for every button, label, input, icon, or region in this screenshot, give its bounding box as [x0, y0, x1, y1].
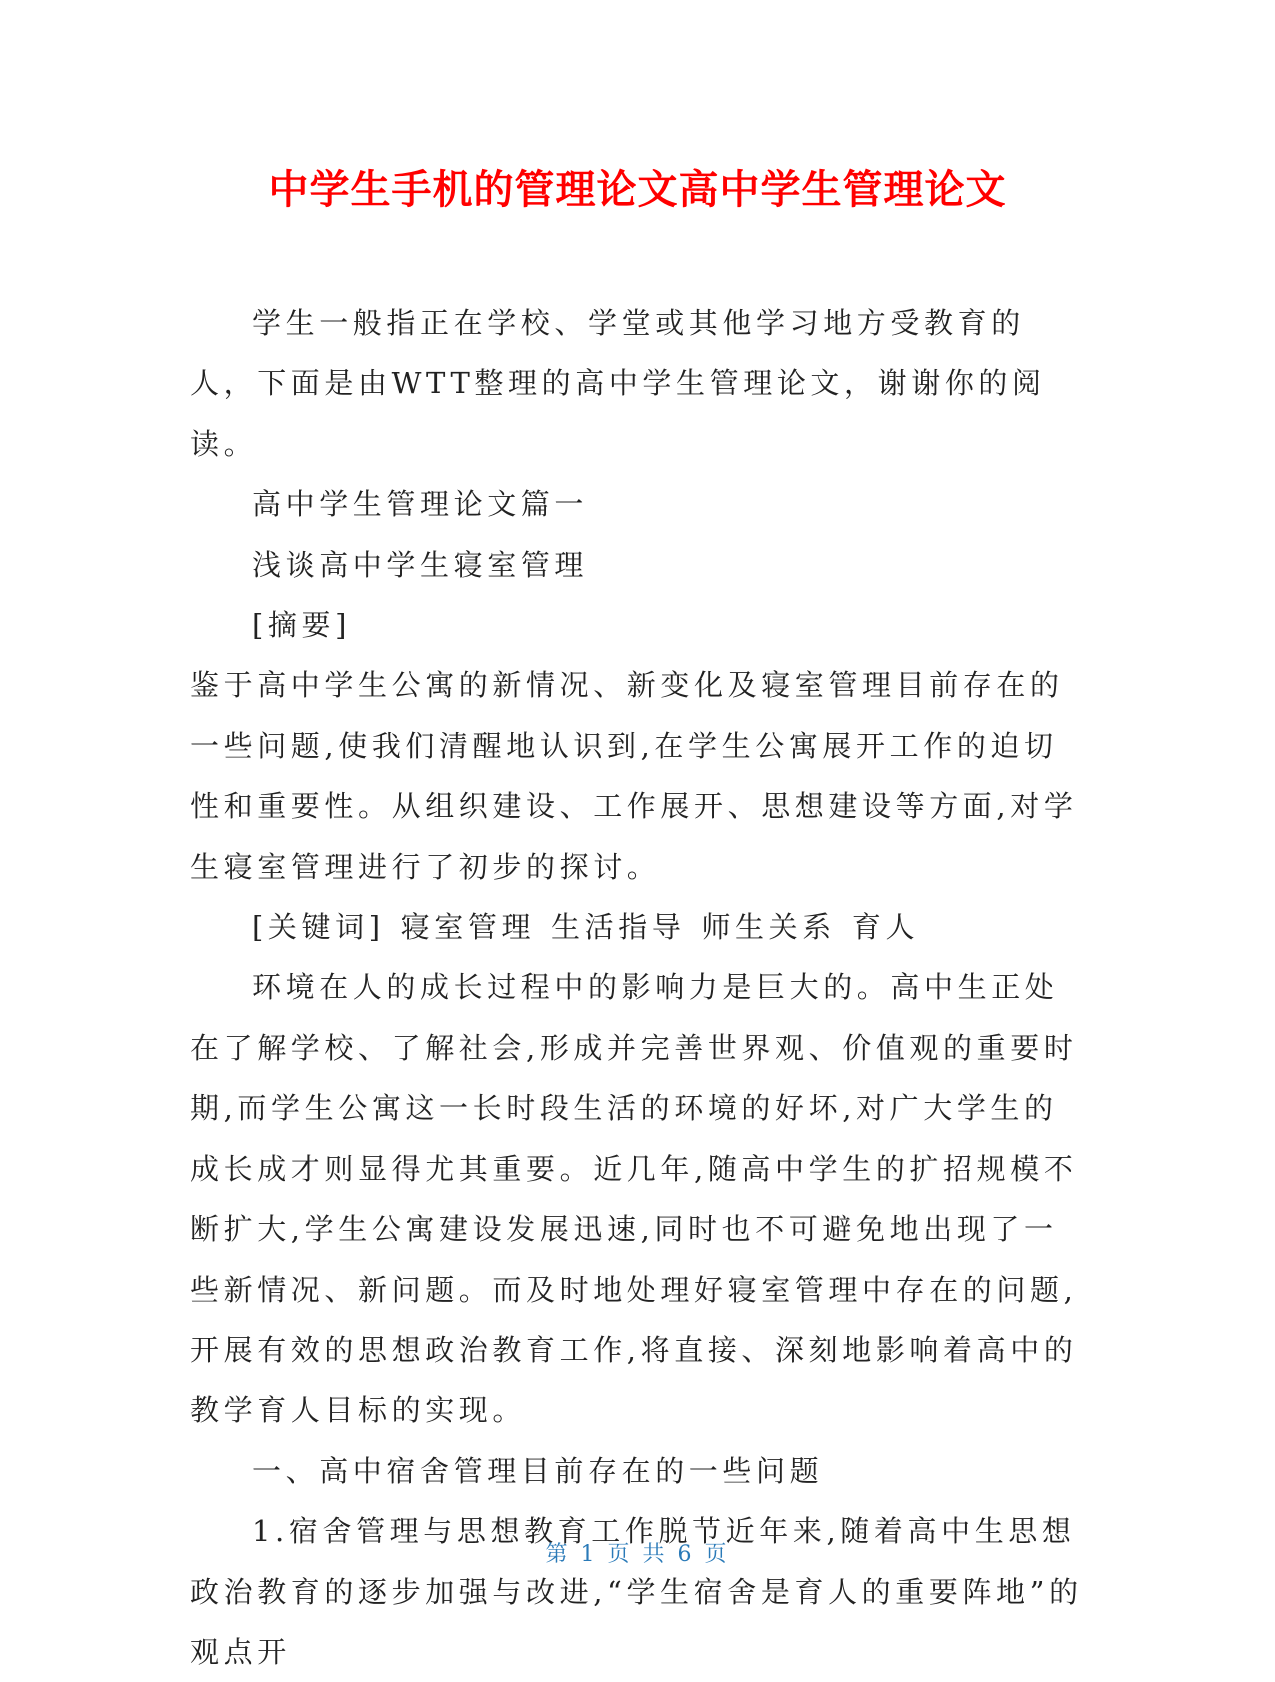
intro-paragraph: 学生一般指正在学校、学堂或其他学习地方受教育的人，下面是由WTT整理的高中学生管理论文，谢谢你的阅读。 [190, 306, 1046, 461]
document-body [190, 293, 1090, 1682]
abstract-label: [摘要] [252, 608, 352, 643]
keywords-label: [关键词] [252, 910, 385, 945]
page-number-footer: 第 1 页 共 6 页 [545, 1542, 730, 1567]
article-title: 浅谈高中学生寝室管理 [252, 547, 589, 582]
keywords-line [190, 897, 1090, 957]
keyword: 寝室管理 [400, 910, 536, 945]
keyword: 生活指导 [551, 910, 686, 945]
document-title: 中学生手机的管理论文高中学生管理论文 [268, 167, 1007, 213]
abstract-paragraph: 鉴于高中学生公寓的新情况、新变化及寝室管理目前存在的一些问题,使我们清醒地认识到,在学生公寓展开工作的迫切性和重要性。从组织建设、工作展开、思想建设等方面,对学生寝室管理进行了初步的探讨。 [190, 668, 1078, 884]
keyword: 育人 [851, 910, 920, 945]
keyword: 师生关系 [701, 910, 836, 945]
body-paragraph: 环境在人的成长过程中的影响力是巨大的。高中生正处在了解学校、了解社会,形成并完善世界观、价值观的重要时期,而学生公寓这一长时段生活的环境的好坏,对广大学生的成长成才则显得尤其重要。近几年,随高中学生的扩招规模不断扩大,学生公寓建设发展迅速,同时也不可避免地出现了一些新情况、新问题。而及时地处理好寝室管理中存在的问题,开展有效的思想政治教育工作,将直接、深刻地影响着高中的教学育人目标的实现。 [190, 970, 1078, 1428]
body-paragraph: 1.宿舍管理与思想教育工作脱节近年来,随着高中生思想政治教育的逐步加强与改进,“学生宿舍是育人的重要阵地”的观点开 [190, 1514, 1083, 1669]
section-heading: 高中学生管理论文篇一 [252, 487, 589, 522]
subsection-heading: 一、高中宿舍管理目前存在的一些问题 [252, 1453, 824, 1488]
